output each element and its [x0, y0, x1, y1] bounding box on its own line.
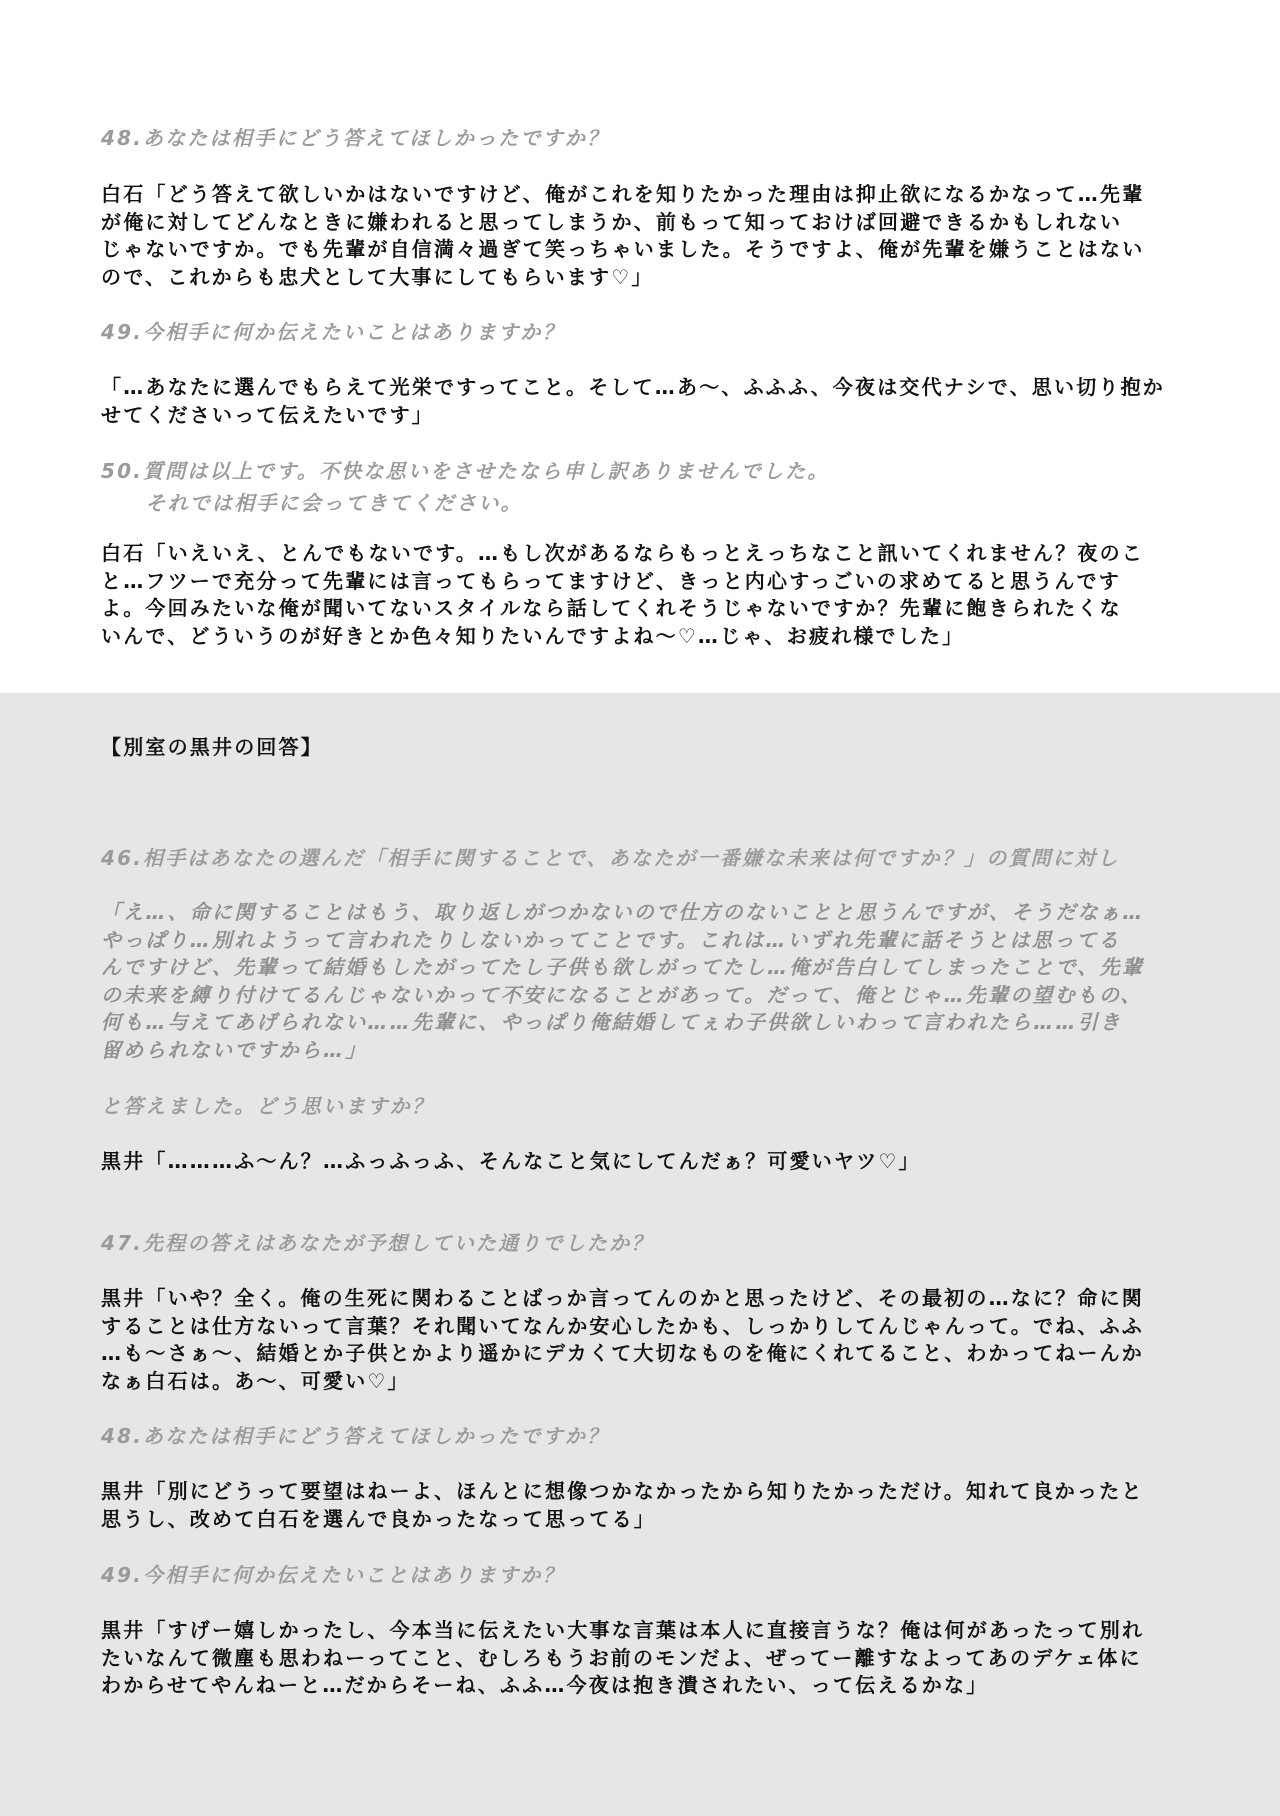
question-47: 47.先程の答えはあなたが予想していた通りでしたか？	[101, 1231, 654, 1255]
shiraishi-answers-section	[0, 0, 1280, 693]
question-48: 48.あなたは相手にどう答えてほしかったですか？	[101, 1424, 610, 1448]
answer-49: 「…あなたに選んでもらえて光栄ですってこと。そして…あ～、ふふふ、今夜は交代ナシで、思い切り抱か せてくださいって伝えたいです」	[101, 375, 1165, 427]
answer-46-quote: 「え…、命に関することはもう、取り返しがつかないので仕方のないことと思うんですが、そうだなぁ… やっぱり…別れようって言われたりしないかってことです。これは…いずれ先輩に話そうとは思ってる んですけど、先輩って結婚もしたがってたし子供も欲しがってたし…俺が告白してしまったことで、先輩 の未来を縛り付けてるんじゃないかって不安になることがあって。だって、俺とじゃ…先輩の望むもの、 何も…与えてあげられない……先輩に、やっぱり俺結婚してぇわ子供欲しいわって言われたら……引き 留められないですから…」	[101, 900, 1145, 1062]
answer-50: 白石「いえいえ、とんでもないです。…もし次があるならもっとえっちなこと訊いてくれません？夜のこ と…フツーで充分って先輩には言ってもらってますけど、きっと内心すっごいの求めてると思うんです よ。今回みたいな俺が聞いてないスタイルなら話してくれそうじゃないですか？先輩に飽きられたくな いんで、どういうのが好きとか色々知りたいんですよね～♡…じゃ、お疲れ様でした」	[101, 541, 1144, 648]
answer-48: 黒井「別にどうって要望はねーよ、ほんとに想像つかなかったから知りたかっただけ。知れて良かったと 思うし、改めて白石を選んで良かったなって思ってる」	[101, 1479, 1144, 1531]
answer-47: 黒井「いや？全く。俺の生死に関わることばっか言ってんのかと思ったけど、その最初の…なに？命に関 することは仕方ないって言葉？それ聞いてなんか安心したかも、しっかりしてんじゃんって。でね、ふふ …も～さぁ～、結婚とか子供とかより遥かにデカくて大切なものを俺にくれてること、わかってねーんか なぁ白石は。あ～、可愛い♡」	[101, 1286, 1144, 1393]
question-49: 49.今相手に何か伝えたいことはありますか？	[101, 320, 565, 344]
question-48: 48.あなたは相手にどう答えてほしかったですか？	[101, 126, 610, 150]
answer-46-prompt: と答えました。どう思いますか？	[101, 1094, 434, 1118]
question-49: 49.今相手に何か伝えたいことはありますか？	[101, 1563, 565, 1587]
answer-49: 黒井「すげー嬉しかったし、今本当に伝えたい大事な言葉は本人に直接言うな？俺は何があったって別れ たいなんて微塵も思わねーってこと、むしろもうお前のモンだよ、ぜってー離すなよってあのデケェ体に わからせてやんねーと…だからそーね、ふふ…今夜は抱き潰されたい、って伝えるかな」	[101, 1618, 1145, 1697]
question-46: 46.相手はあなたの選んだ「相手に関することで、あなたが一番嫌な未来は何ですか？」の質問に対し	[101, 846, 1120, 870]
answer-48: 白石「どう答えて欲しいかはないですけど、俺がこれを知りたかった理由は抑止欲になるかなって…先輩 が俺に対してどんなときに嫌われると思ってしまうか、前もって知っておけば回避できるかもしれない じゃないですか。でも先輩が自信満々過ぎて笑っちゃいました。そうですよ、俺が先輩を嫌うことはない ので、これからも忠犬として大事にしてもらいます♡」	[101, 182, 1145, 289]
kuroi-answers-section	[0, 693, 1280, 1816]
answer-46-reply: 黒井「………ふ～ん？…ふっふっふ、そんなこと気にしてんだぁ？可愛いヤツ♡」	[101, 1149, 921, 1173]
section-heading: 【別室の黒井の回答】	[101, 735, 323, 759]
question-50: 50.質問は以上です。不快な思いをさせたなら申し訳ありませんでした。 それでは相手に会ってきてください。	[101, 459, 830, 515]
